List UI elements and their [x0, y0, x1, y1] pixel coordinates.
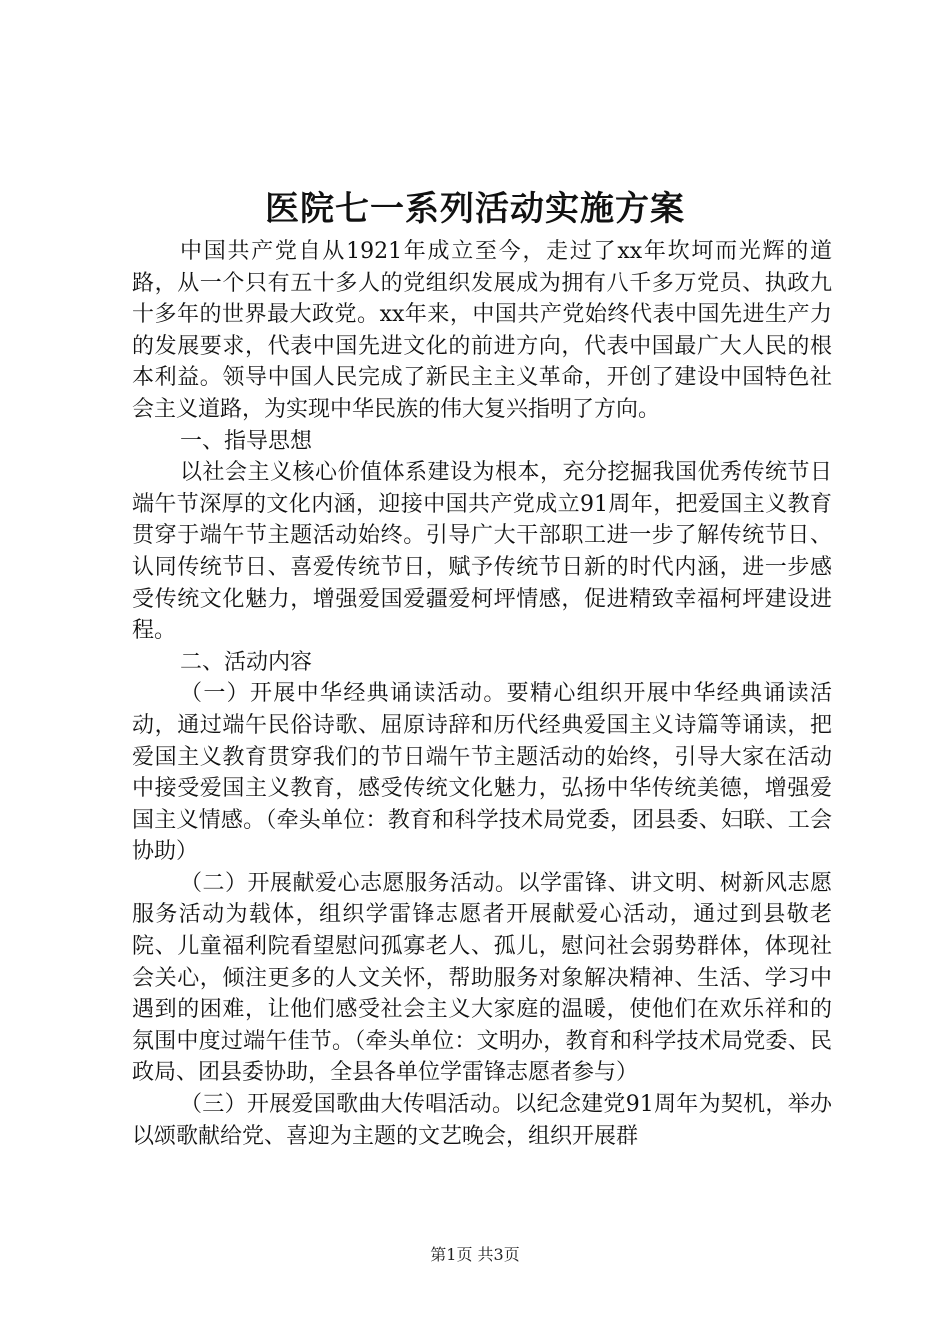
document-title: 医院七一系列活动实施方案: [265, 189, 685, 229]
section-heading-guiding-ideology: 一、指导思想: [180, 428, 313, 454]
intro-paragraph: 中国共产党自从1921年成立至今，走过了xx年坎坷而光辉的道路，从一个只有五十多人的党组织发展成为拥有八千多万党员、执政九十多年的世界最大政党。xx年来，中国共产党始终代表中国先进生产力的发展要求，代表中国先进文化的前进方向，代表中国最广大人民的根本利益。领导中国人民完成了新民主主义革命，开创了建设中国特色社会主义道路，为实现中华民族的伟大复兴指明了方向。: [132, 239, 832, 422]
activity-item-3-paragraph: （三）开展爱国歌曲大传唱活动。以纪念建党91周年为契机，举办以颂歌献给党、喜迎为主题的文艺晚会，组织开展群: [132, 1092, 832, 1149]
page-number-footer: 第1页 共3页: [430, 1245, 520, 1264]
guiding-ideology-paragraph: 以社会主义核心价值体系建设为根本，充分挖掘我国优秀传统节日端午节深厚的文化内涵，迎接中国共产党成立91周年，把爱国主义教育贯穿于端午节主题活动始终。引导广大干部职工进一步了解传统节日、认同传统节日、喜爱传统节日，赋予传统节日新的时代内涵，进一步感受传统文化魅力，增强爱国爱疆爱柯坪情感，促进精致幸福柯坪建设进程。: [132, 460, 832, 644]
activity-item-2-paragraph: （二）开展献爱心志愿服务活动。以学雷锋、讲文明、树新风志愿服务活动为载体，组织学雷锋志愿者开展献爱心活动，通过到县敬老院、儿童福利院看望慰问孤寡老人、孤儿，慰问社会弱势群体，体现社会关心，倾注更多的人文关怀，帮助服务对象解决精神、生活、学习中遇到的困难，让他们感受社会主义大家庭的温暖，使他们在欢乐祥和的氛围中度过端午佳节。（牵头单位：文明办，教育和科学技术局党委、民政局、团县委协助，全县各单位学雷锋志愿者参与）: [132, 870, 832, 1086]
document-body: [132, 236, 832, 1152]
activity-item-1-paragraph: （一）开展中华经典诵读活动。要精心组织开展中华经典诵读活动，通过端午民俗诗歌、屈原诗辞和历代经典爱国主义诗篇等诵读，把爱国主义教育贯穿我们的节日端午节主题活动的始终，引导大家在活动中接受爱国主义教育，感受传统文化魅力，弘扬中华传统美德，增强爱国主义情感。（牵头单位：教育和科学技术局党委，团县委、妇联、工会协助）: [132, 681, 832, 865]
section-heading-activity-content: 二、活动内容: [180, 649, 313, 675]
